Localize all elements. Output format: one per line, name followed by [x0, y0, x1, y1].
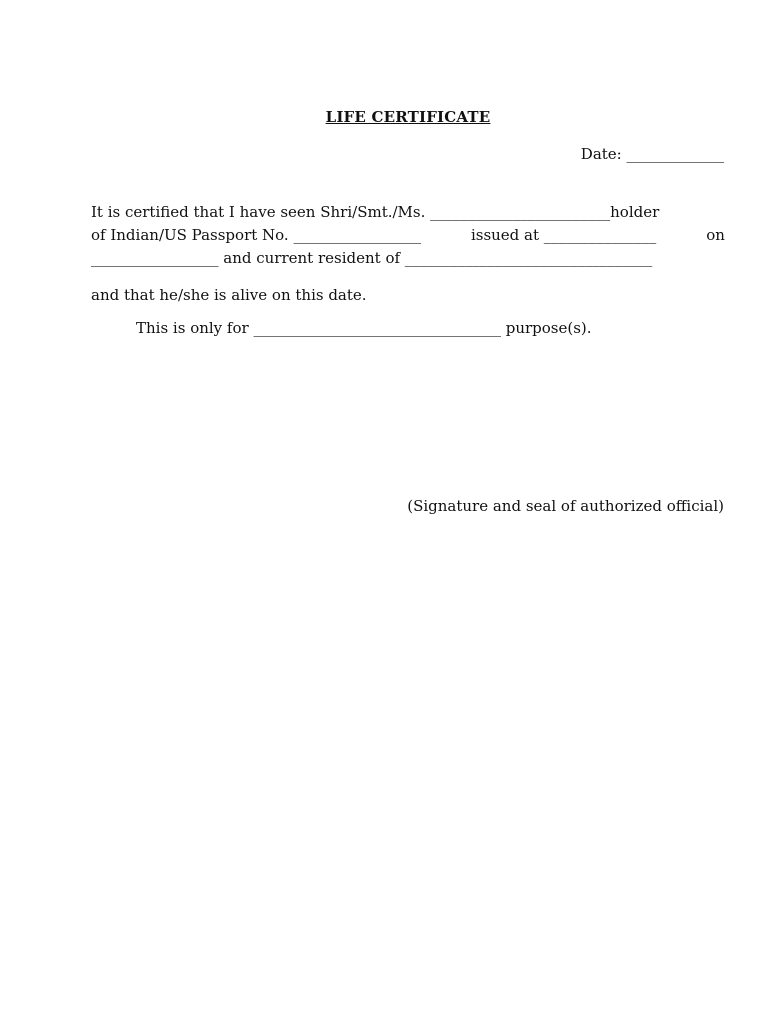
signature-caption: (Signature and seal of authorized official)	[407, 497, 724, 515]
certificate-title: LIFE CERTIFICATE	[325, 108, 491, 126]
purpose-statement: This is only for _________________________________ purpose(s).	[136, 319, 592, 337]
certification-line-1: It is certified that I have seen Shri/Smt./Ms. ________________________holder	[91, 203, 660, 221]
certification-line-3: _________________ and current resident of _________________________________	[91, 249, 653, 267]
certification-line-2	[91, 224, 725, 247]
passport-number-text: of Indian/US Passport No. _________________	[91, 226, 421, 244]
on-text: on	[706, 226, 725, 244]
date-field: Date: _____________	[580, 145, 724, 163]
alive-statement: and that he/she is alive on this date.	[91, 286, 367, 304]
issued-at-text: issued at _______________	[470, 226, 657, 244]
certification-paragraph	[91, 201, 725, 270]
